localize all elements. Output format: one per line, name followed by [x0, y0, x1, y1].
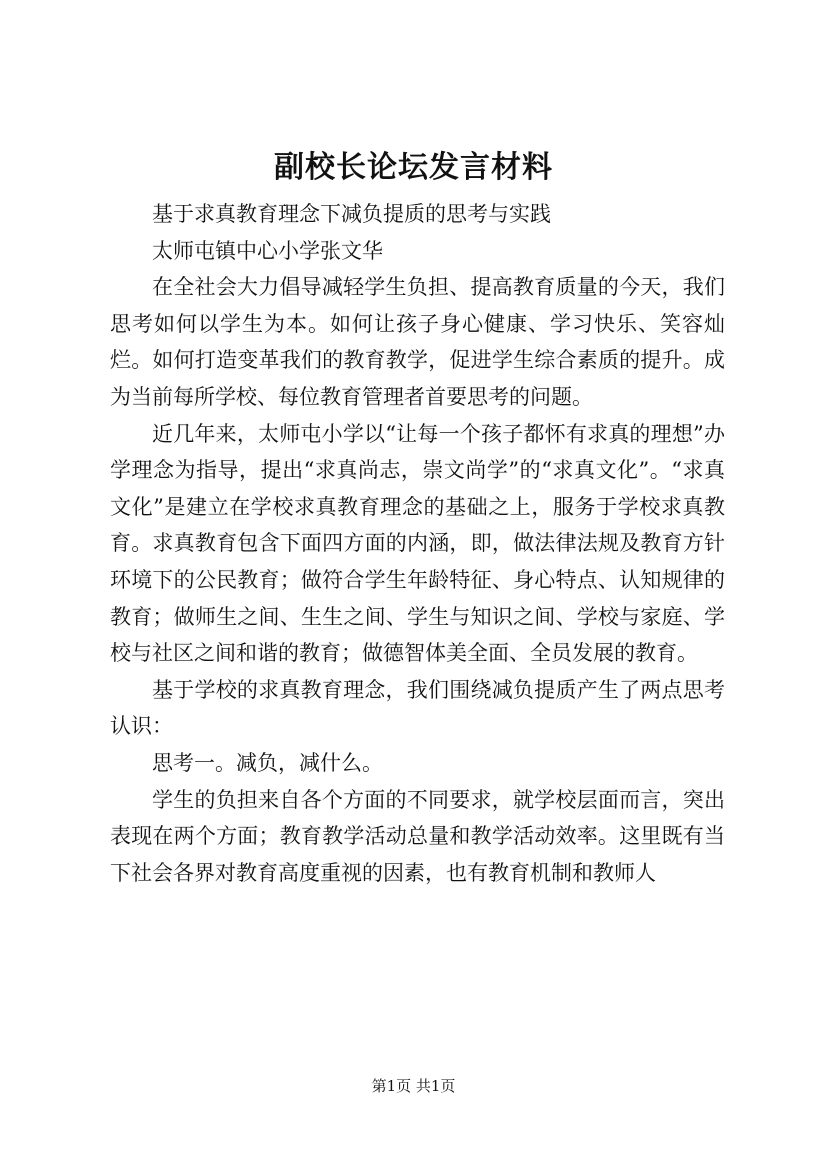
section-heading-paragraph: 思考一。减负，减什么。: [152, 750, 383, 775]
subtitle-paragraph: 基于求真教育理念下减负提质的思考与实践: [152, 202, 551, 226]
page-footer: 第1页 共1页: [371, 1077, 456, 1095]
document-title: 副校长论坛发言材料: [274, 150, 553, 185]
author-paragraph: 太师屯镇中心小学张文华: [152, 238, 383, 263]
body-paragraph: 近几年来，太师屯小学以“让每一个孩子都怀有求真的理想”办学理念为指导，提出“求真尚志，崇文尚学”的“求真文化”。“求真文化”是建立在学校求真教育理念的基础之上，服务于学校求真教育。求真教育包含下面四方面的内涵，即，做法律法规及教育方针环境下的公民教育；做符合学生年龄特征、身心特点、认知规律的教育；做师生之间、生生之间、学生与知识之间、学校与家庭、学校与社区之间和谐的教育；做德智体美全面、全员发展的教育。: [110, 421, 725, 666]
document-body: [110, 196, 725, 891]
body-paragraph: 基于学校的求真教育理念，我们围绕减负提质产生了两点思考认识：: [110, 677, 725, 739]
body-paragraph: 在全社会大力倡导减轻学生负担、提高教育质量的今天，我们思考如何以学生为本。如何让孩子身心健康、学习快乐、笑容灿烂。如何打造变革我们的教育教学，促进学生综合素质的提升。成为当前每所学校、每位教育管理者首要思考的问题。: [110, 275, 725, 409]
body-paragraph: 学生的负担来自各个方面的不同要求，就学校层面而言，突出表现在两个方面；教育教学活动总量和教学活动效率。这里既有当下社会各界对教育高度重视的因素，也有教育机制和教师人: [110, 787, 725, 885]
